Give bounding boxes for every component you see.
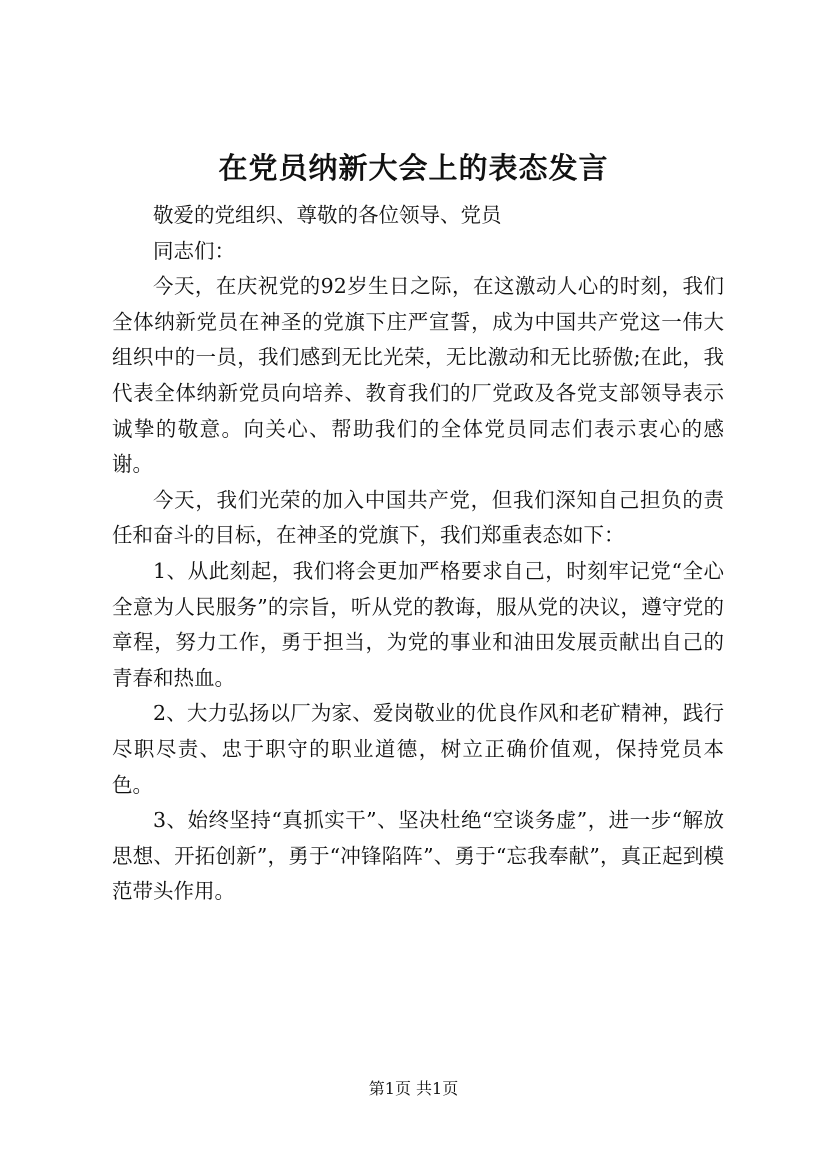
paragraph: 今天，我们光荣的加入中国共产党，但我们深知自己担负的责任和奋斗的目标，在神圣的党旗下，我们郑重表态如下：: [112, 487, 724, 548]
document-body: [112, 198, 724, 910]
document-title: 在党员纳新大会上的表态发言: [218, 151, 609, 185]
salutation-line-1: 敬爱的党组织、尊敬的各位领导、党员: [153, 203, 502, 227]
salutation-line-2: 同志们：: [153, 238, 235, 263]
paragraph: 3、始终坚持“真抓实干”、坚决杜绝“空谈务虚”，进一步“解放思想、开拓创新”，勇于“冲锋陷阵”、勇于“忘我奉献”，真正起到模范带头作用。: [112, 808, 724, 904]
paragraph: 2、大力弘扬以厂为家、爱岗敬业的优良作风和老矿精神，践行尽职尽责、忠于职守的职业道德，树立正确价值观，保持党员本色。: [112, 701, 724, 797]
paragraph: 今天，在庆祝党的92岁生日之际，在这激动人心的时刻，我们全体纳新党员在神圣的党旗下庄严宣誓，成为中国共产党这一伟大组织中的一员，我们感到无比光荣，无比激动和无比骄傲;在此，我代表全体纳新党员向培养、教育我们的厂党政及各党支部领导表示诚挚的敬意。向关心、帮助我们的全体党员同志们表示衷心的感谢。: [112, 274, 724, 477]
paragraph: 1、从此刻起，我们将会更加严格要求自己，时刻牢记党“全心全意为人民服务”的宗旨，听从党的教诲，服从党的决议，遵守党的章程，努力工作，勇于担当，为党的事业和油田发展贡献出自己的青春和热血。: [112, 558, 724, 690]
page-footer: 第1页 共1页: [368, 1079, 459, 1098]
